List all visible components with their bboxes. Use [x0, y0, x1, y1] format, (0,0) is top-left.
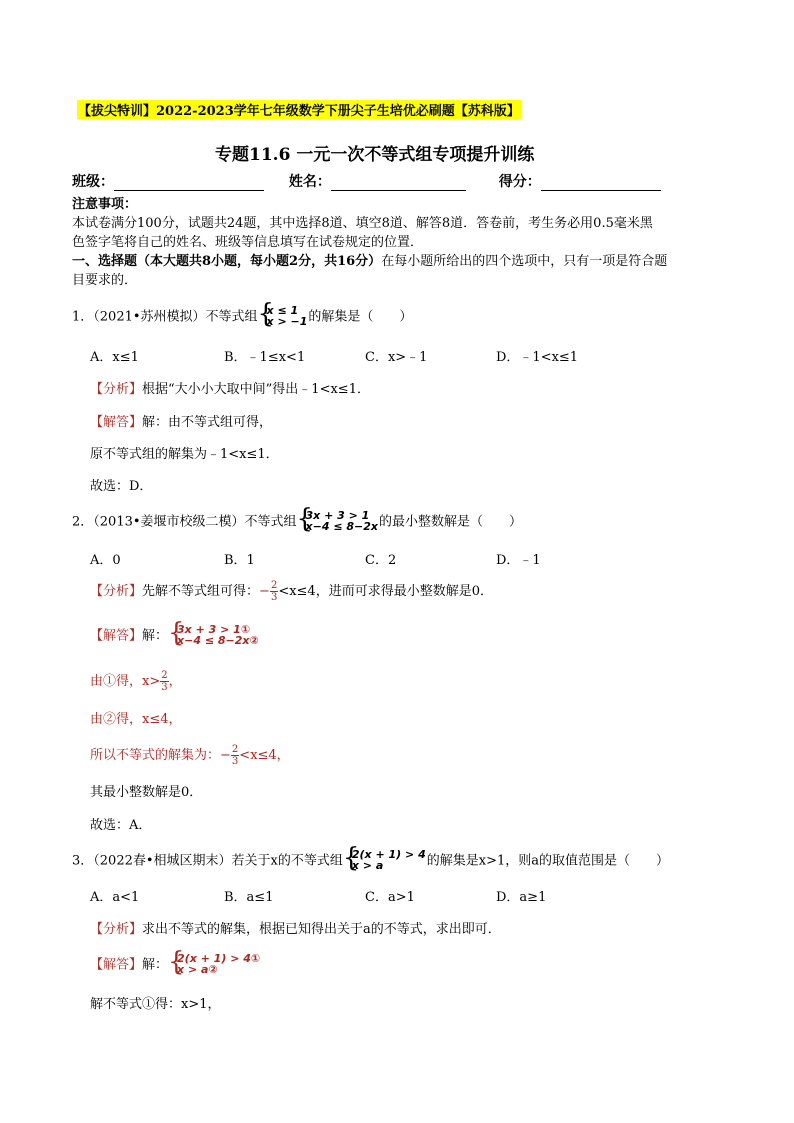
- q2-answer: [90, 618, 260, 648]
- q3-answer-system: { 2(x + 1) > 4① x > a②: [168, 947, 261, 977]
- q2-answer-system: { 3x + 3 > 1① x−4 ≤ 8−2x②: [168, 618, 259, 648]
- q1-answer: [90, 411, 272, 430]
- series-header: 【拔尖特训】2022-2023学年七年级数学下册尖子生培优必刷题【苏科版】: [77, 100, 521, 119]
- q2-step-4: 其最小整数解是0．: [90, 785, 203, 800]
- q2-system: { 3x + 3 > 1 x−4 ≤ 8−2x: [296, 504, 378, 534]
- q2-choice: 故选：A．: [90, 818, 152, 833]
- q1-option-c[interactable]: C．x>﹣1: [365, 350, 428, 365]
- q1-option-b[interactable]: B．﹣1≤x<1: [224, 350, 306, 365]
- q3-answer-tag: 【解答】: [90, 957, 143, 973]
- score-label: 得分：: [498, 174, 541, 190]
- q2-option-a[interactable]: A．0: [90, 553, 121, 568]
- q3-ans-sys-line-1: 2(x + 1) > 4①: [177, 952, 261, 965]
- q2-analysis-tag: 【分析】: [90, 584, 143, 599]
- q2-analysis-rest: <x≤4，进而可求得最小整数解是0．: [278, 584, 493, 599]
- class-label: 班级：: [72, 174, 114, 190]
- q1-prefix: 1．（2021•苏州模拟）不等式组: [72, 309, 258, 325]
- notes-line-1: 本试卷满分100分，试题共24题，其中选择8道、填空8道、解答8道．答卷前，考生务必用0.5毫米黑: [72, 216, 653, 231]
- section-title: 一、选择题（本大题共8小题，每小题2分，共16分）: [72, 254, 382, 269]
- q1-option-a[interactable]: A．x≤1: [90, 350, 139, 365]
- notes-line-2: 色签字笔将自己的姓名、班级等信息填写在试卷规定的位置．: [72, 235, 424, 250]
- q2-option-b[interactable]: B．1: [224, 553, 255, 568]
- q1-answer-text: 解：由不等式组可得，: [142, 415, 273, 430]
- name-blank: [331, 176, 466, 191]
- page-title: 专题11.6 一元一次不等式组专项提升训练: [215, 145, 535, 165]
- q1-answer-line-2: 原不等式组的解集为﹣1<x≤1．: [90, 447, 279, 462]
- q3-step-1: 解不等式①得：x>1，: [90, 997, 221, 1012]
- section-line-2: 目要求的．: [72, 273, 138, 288]
- q1-system: { x ≤ 1 x > −1: [257, 299, 308, 329]
- q3-option-b[interactable]: B．a≤1: [224, 890, 274, 905]
- q3-option-d[interactable]: D．a≥1: [496, 890, 547, 905]
- name-label: 姓名：: [288, 174, 331, 190]
- question-1: [72, 299, 413, 329]
- question-3: [72, 843, 669, 873]
- section-desc: 在每小题所给出的四个选项中，只有一项是符合题: [381, 254, 668, 269]
- q2-answer-tag: 【解答】: [90, 628, 143, 644]
- q2-step-1: 由①得，x> $\frac{2}{3}$ ，: [90, 670, 182, 693]
- q2-ans-sys-line-1: 3x + 3 > 1①: [177, 623, 251, 636]
- q3-analysis: [90, 918, 501, 937]
- q2-analysis: 【分析】先解不等式组可得：− $\frac{2}{3}$ <x≤4，进而可求得最小整数解是0．: [90, 580, 493, 603]
- q1-option-d[interactable]: D．﹣1<x≤1: [496, 350, 579, 365]
- q3-system: { 2(x + 1) > 4 x > a: [342, 843, 426, 873]
- q2-step-3: 所以不等式的解集为：− $\frac{2}{3}$ <x≤4，: [90, 744, 290, 767]
- q2-prefix: 2．（2013•姜堰市校级二模）不等式组: [72, 514, 297, 530]
- q3-ans-sys-line-2: x > a②: [177, 963, 218, 976]
- q3-sys-line-2: x > a: [351, 859, 384, 872]
- q1-answer-tag: 【解答】: [90, 415, 143, 430]
- q2-suffix: 的最小整数解是（ ）: [379, 514, 523, 530]
- section-heading: [72, 250, 667, 269]
- q1-sys-line-2: x > −1: [266, 315, 308, 328]
- q1-suffix: 的解集是（ ）: [308, 309, 413, 325]
- q2-answer-pre: 解：: [142, 628, 169, 644]
- q3-analysis-text: 求出不等式的解集，根据已知得出关于a的不等式，求出即可．: [142, 922, 501, 937]
- q2-option-c[interactable]: C．2: [365, 553, 397, 568]
- notes-heading: 注意事项：: [72, 197, 138, 212]
- q3-sys-line-1: 2(x + 1) > 4: [351, 848, 426, 861]
- q3-option-c[interactable]: C．a>1: [365, 890, 415, 905]
- q1-analysis-tag: 【分析】: [90, 382, 143, 397]
- q2-sys-line-1: 3x + 3 > 1: [305, 509, 370, 522]
- q2-ans-sys-line-2: x−4 ≤ 8−2x②: [177, 634, 259, 647]
- q2-sys-line-2: x−4 ≤ 8−2x: [305, 520, 378, 533]
- score-blank: [541, 176, 661, 191]
- q2-option-d[interactable]: D．﹣1: [496, 553, 541, 568]
- q3-answer-pre: 解：: [142, 957, 169, 973]
- q1-sys-line-1: x ≤ 1: [266, 304, 299, 317]
- question-2: [72, 504, 523, 534]
- class-blank: [114, 176, 264, 191]
- q3-prefix: 3．（2022春•相城区期末）若关于x的不等式组: [72, 853, 343, 869]
- q3-suffix: 的解集是x>1，则a的取值范围是（ ）: [426, 853, 669, 869]
- info-line: [72, 171, 661, 191]
- q3-option-a[interactable]: A．a<1: [90, 890, 140, 905]
- q2-step3-fraction: $\frac{2}{3}$: [231, 744, 239, 767]
- q2-step1-fraction: $\frac{2}{3}$: [161, 670, 168, 693]
- q3-answer: [90, 947, 261, 977]
- q2-fraction: $\frac{2}{3}$: [270, 580, 278, 603]
- q3-analysis-tag: 【分析】: [90, 922, 143, 937]
- q1-analysis-text: 根据“大小小大取中间”得出﹣1<x≤1．: [142, 382, 370, 397]
- q2-step-2: 由②得，x≤4，: [90, 712, 182, 727]
- q1-choice: 故选：D．: [90, 479, 153, 494]
- q2-analysis-pre: 先解不等式组可得：: [142, 584, 260, 599]
- q1-analysis: [90, 378, 370, 397]
